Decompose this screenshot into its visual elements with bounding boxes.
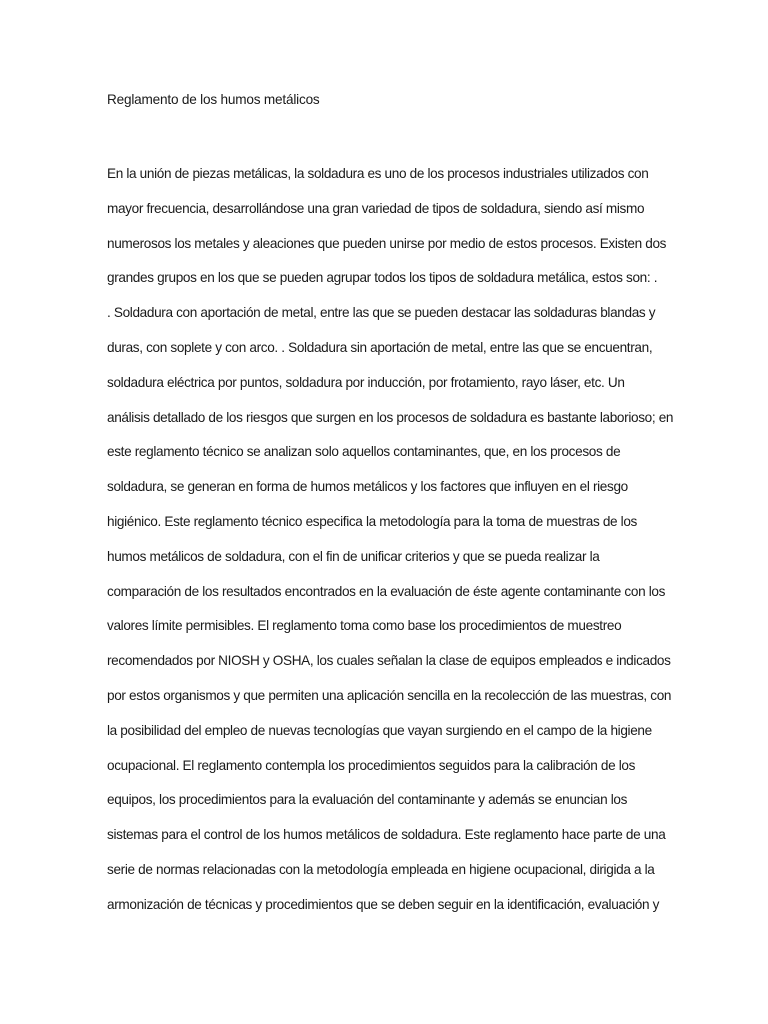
body-line: humos metálicos de soldadura, con el fin de unificar criterios y que se pueda realizar la <box>107 548 600 564</box>
body-line: valores límite permisibles. El reglamento toma como base los procedimientos de muestreo <box>107 618 622 634</box>
body-line: soldadura, se generan en forma de humos metálicos y los factores que influyen en el riesgo <box>107 479 628 495</box>
document-title: Reglamento de los humos metálicos <box>107 92 320 107</box>
body-line: mayor frecuencia, desarrollándose una gran variedad de tipos de soldadura, siendo así mismo <box>107 200 645 216</box>
body-line: higiénico. Este reglamento técnico especifica la metodología para la toma de muestras de los <box>107 513 637 529</box>
body-line: En la unión de piezas metálicas, la soldadura es uno de los procesos industriales utilizados con <box>107 166 649 181</box>
body-line: este reglamento técnico se analizan solo aquellos contaminantes, que, en los procesos de <box>107 444 621 460</box>
body-line: duras, con soplete y con arco. . Soldadura sin aportación de metal, entre las que se encuentran, <box>107 339 653 355</box>
body-line: equipos, los procedimientos para la evaluación del contaminante y además se enuncian los <box>107 792 628 808</box>
body-line: análisis detallado de los riesgos que surgen en los procesos de soldadura es bastante laborioso; en <box>107 409 674 425</box>
body-line: sistemas para el control de los humos metálicos de soldadura. Este reglamento hace parte de una <box>107 827 666 843</box>
body-line: ocupacional. El reglamento contempla los procedimientos seguidos para la calibración de los <box>107 757 636 773</box>
body-line: numerosos los metales y aleaciones que pueden unirse por medio de estos procesos. Existen dos <box>107 235 667 251</box>
body-line: soldadura eléctrica por puntos, soldadura por inducción, por frotamiento, rayo láser, etc. Un <box>107 374 625 390</box>
body-line: armonización de técnicas y procedimientos que se deben seguir en la identificación, evaluación y <box>107 896 660 912</box>
body-line: recomendados por NIOSH y OSHA, los cuales señalan la clase de equipos empleados e indicados <box>107 653 671 669</box>
body-line: . Soldadura con aportación de metal, entre las que se pueden destacar las soldaduras blandas y <box>107 305 656 321</box>
body-line: grandes grupos en los que se pueden agrupar todos los tipos de soldadura metálica, estos son: . <box>107 270 658 286</box>
body-line: la posibilidad del empleo de nuevas tecnologías que vayan surgiendo en el campo de la higiene <box>107 722 652 738</box>
body-line: serie de normas relacionadas con la metodología empleada en higiene ocupacional, dirigida a la <box>107 861 655 877</box>
body-line: por estos organismos y que permiten una aplicación sencilla en la recolección de las muestras, con <box>107 687 672 703</box>
document-body <box>107 164 674 930</box>
body-line: comparación de los resultados encontrados en la evaluación de éste agente contaminante con los <box>107 583 666 599</box>
